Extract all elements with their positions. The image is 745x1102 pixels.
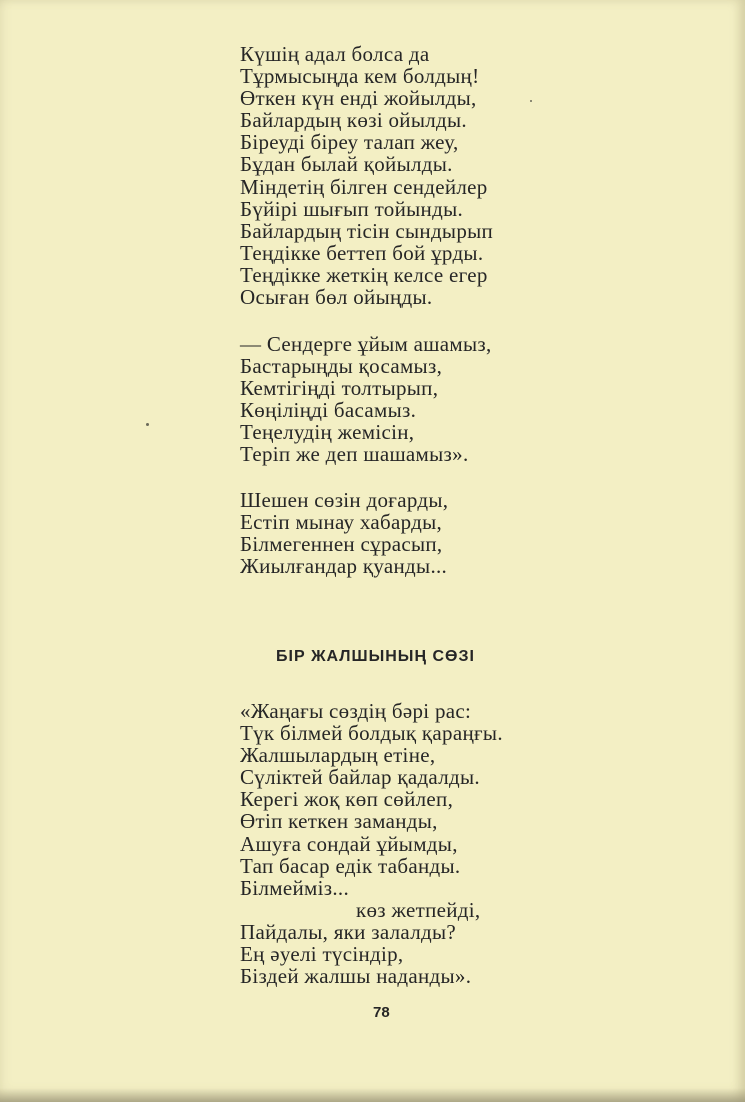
- verse-line: Естіп мынау хабарды,: [240, 510, 443, 535]
- verse-line: Ең әуелі түсіндір,: [240, 942, 404, 967]
- verse-line: Теңелудің жемісін,: [240, 420, 415, 445]
- verse-line: Байлардың көзі ойылды.: [240, 108, 467, 133]
- verse-line: Білмегеннен сұрасып,: [240, 532, 443, 557]
- paper-speck: [146, 423, 149, 426]
- verse-line: көз жетпейді,: [356, 897, 481, 922]
- verse-line: Теңдікке жеткің келсе егер: [240, 262, 488, 287]
- verse-line: Шешен сөзін доғарды,: [240, 488, 449, 512]
- page-number: 78: [373, 1004, 390, 1021]
- paper-speck: [530, 100, 532, 102]
- verse-line: Жиылғандар қуанды...: [240, 554, 448, 579]
- poem-stanza-3: [240, 489, 448, 577]
- verse-line: Жалшылардың етіне,: [240, 743, 436, 768]
- poem-stanza-1: [240, 43, 493, 308]
- verse-line: Кемтігіңді толтырып,: [240, 376, 439, 401]
- verse-line: Сүліктей байлар қадалды.: [240, 765, 480, 790]
- verse-line: Бүйірі шығып тойынды.: [240, 196, 464, 221]
- poem-body: [240, 700, 503, 987]
- verse-line: Осыған бөл ойыңды.: [240, 285, 433, 310]
- verse-line: Өткен күн енді жойылды,: [240, 86, 477, 111]
- verse-line: Күшің адал болса да: [240, 42, 430, 66]
- verse-line: Біздей жалшы наданды».: [240, 964, 472, 989]
- verse-line: «Жаңағы сөздің бәрі рас:: [240, 699, 472, 723]
- verse-line: — Сендерге ұйым ашамыз,: [240, 332, 492, 356]
- verse-line: Теңдікке беттеп бой ұрды.: [240, 240, 484, 265]
- verse-line: Тұрмысыңда кем болдың!: [240, 64, 480, 89]
- verse-line: Өтіп кеткен заманды,: [240, 809, 438, 834]
- verse-line: Бастарыңды қосамыз,: [240, 354, 443, 379]
- verse-line: Көңіліңді басамыз.: [240, 398, 417, 423]
- verse-line: Керегі жоқ көп сөйлеп,: [240, 787, 454, 812]
- verse-line: Бұдан былай қойылды.: [240, 152, 453, 177]
- verse-line: Түк білмей болдық қараңғы.: [240, 721, 503, 746]
- verse-line: Байлардың тісін сындырып: [240, 218, 494, 243]
- verse-line: Тап басар едік табанды.: [240, 853, 461, 878]
- verse-line: Ашуға сондай ұйымды,: [240, 831, 458, 856]
- poem-title: БІР ЖАЛШЫНЫҢ СӨЗІ: [276, 648, 475, 665]
- verse-line: Біреуді біреу талап жеу,: [240, 130, 459, 155]
- verse-line: Білмейміз...: [240, 875, 349, 900]
- verse-line: Теріп же деп шашамыз».: [240, 442, 469, 467]
- verse-line: Пайдалы, яки залалды?: [240, 919, 457, 944]
- verse-line: Міндетің білген сендейлер: [240, 174, 488, 199]
- poem-stanza-2: [240, 333, 492, 466]
